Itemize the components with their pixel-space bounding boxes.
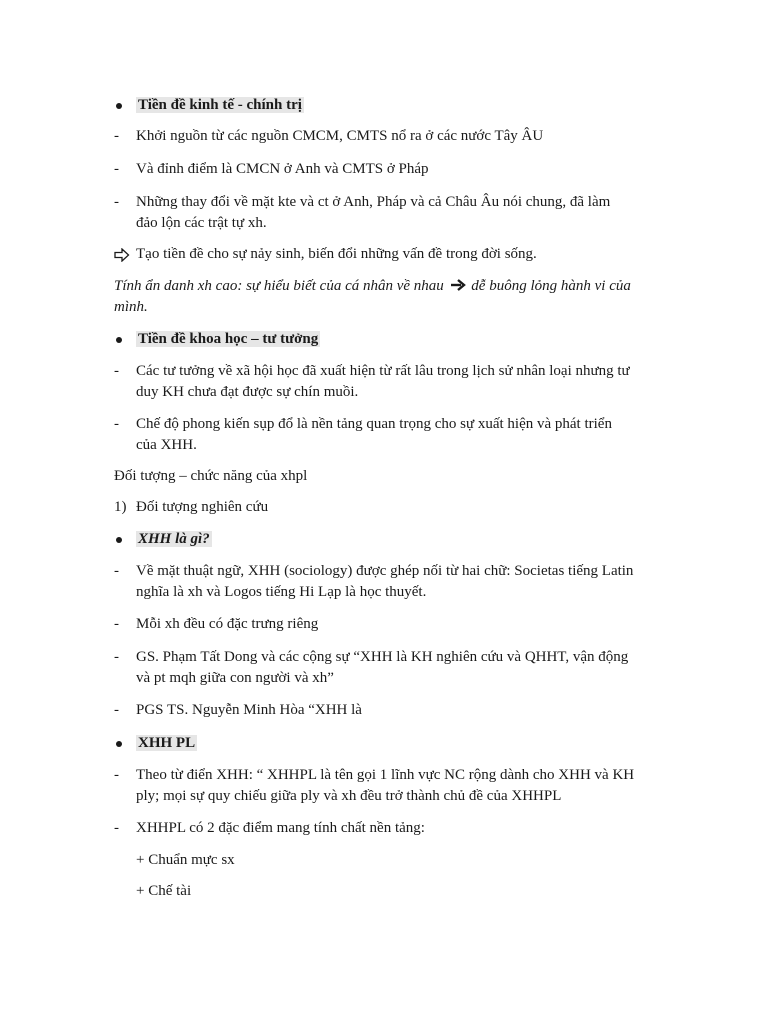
dash-marker: - [114,416,119,432]
list-item: Chế độ phong kiến sụp đổ là nền tảng quan trọng cho sự xuất hiện và phát triển [136,416,612,432]
arrow-conclusion: Tạo tiền đề cho sự nảy sinh, biến đổi những vấn đề trong đời sống. [136,246,537,262]
list-item: Những thay đổi về mặt kte và ct ở Anh, Pháp và cả Châu Âu nói chung, đã làm [136,194,611,210]
list-item: Về mặt thuật ngữ, XHH (sociology) được ghép nối từ hai chữ: Societas tiếng Latin [136,563,634,579]
heading-economic-political: Tiền đề kinh tế - chính trị [138,97,302,113]
heading-science-ideology: Tiền đề khoa học – tư tưởng [138,331,319,347]
list-item: Và đỉnh điểm là CMCN ở Anh và CMTS ở Pháp [136,161,429,177]
list-item-continuation: duy KH chưa đạt được sự chín muồi. [136,384,359,400]
plus-item: + Chế tài [136,883,192,899]
dash-marker: - [114,194,119,210]
dash-marker: - [114,363,119,379]
dash-marker: - [114,702,119,718]
heading-what-is-sociology: XHH là gì? [138,531,210,547]
list-item: Mỗi xh đều có đặc trưng riêng [136,616,319,632]
number-marker: 1) [114,499,127,515]
list-item-continuation: nghĩa là xh và Logos tiếng Hi Lạp là học thuyết. [136,584,427,600]
list-item-continuation: và pt mqh giữa con người và xh” [136,670,334,686]
dash-marker: - [114,767,119,783]
heading-sociology-of-law: XHH PL [138,735,196,751]
numbered-item: Đối tượng nghiên cứu [136,499,269,515]
dash-marker: - [114,563,119,579]
right-arrow-icon [450,279,466,291]
list-item: GS. Phạm Tất Dong và các cộng sự “XHH là KH nghiên cứu và QHHT, vận động [136,649,629,665]
list-item: PGS TS. Nguyễn Minh Hòa “XHH là [136,702,362,718]
dash-marker: - [114,649,119,665]
list-item-continuation: đảo lộn các trật tự xh. [136,215,267,231]
list-item: XHHPL có 2 đặc điểm mang tính chất nền tảng: [136,820,425,836]
plus-item: + Chuẩn mực sx [136,852,235,868]
list-item: Khởi nguồn từ các nguồn CMCM, CMTS nổ ra ở các nước Tây ÂU [136,128,544,144]
italic-note: Tính ẩn danh xh cao: sự hiểu biết của cá nhân về nhau dễ buông lỏng hành vi của [114,278,631,294]
list-item-continuation: của XHH. [136,437,197,453]
dash-marker: - [114,128,119,144]
italic-note-continuation: mình. [114,299,148,315]
dash-marker: - [114,616,119,632]
list-item: Theo từ điển XHH: “ XHHPL là tên gọi 1 lĩnh vực NC rộng dành cho XHH và KH [136,767,635,783]
dash-marker: - [114,161,119,177]
list-item-continuation: ply; mọi sự quy chiếu giữa ply và xh đều trở thành chủ đề của XHHPL [136,788,562,804]
paragraph-subject-function: Đối tượng – chức năng của xhpl [114,468,308,484]
list-item: Các tư tưởng về xã hội học đã xuất hiện từ rất lâu trong lịch sử nhân loại nhưng tư [136,363,630,379]
dash-marker: - [114,820,119,836]
